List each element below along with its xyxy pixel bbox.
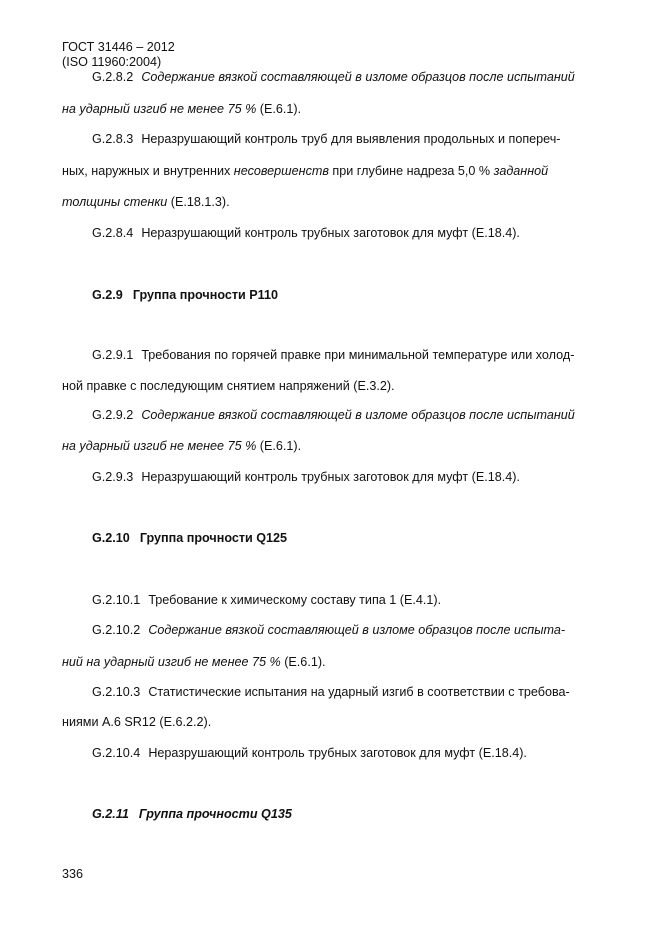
paragraph-g-2-9-1-line-2 — [62, 378, 395, 394]
section-title: Группа прочности Q125 — [139, 531, 288, 545]
paragraph-g-2-9-2-line-1 — [92, 407, 575, 423]
paragraph-text: Статистические испытания на ударный изгиб в соответствии с требова- — [148, 685, 570, 699]
paragraph-reference: (E.6.1). — [256, 102, 302, 116]
paragraph-g-2-8-3-line-1 — [92, 131, 561, 147]
paragraph-g-2-10-3-line-2 — [62, 714, 211, 730]
paragraph-g-2-8-3-line-2 — [62, 163, 548, 179]
paragraph-text: Неразрушающий контроль труб для выявления продольных и попереч- — [141, 132, 561, 146]
paragraph-text-italic: толщины стенки — [62, 195, 168, 209]
paragraph-reference: (E.6.1). — [256, 439, 302, 453]
paragraph-text-italic: заданной — [493, 164, 549, 178]
paragraph-text: Требования по горячей правке при минимальной температуре или холод- — [141, 348, 575, 362]
paragraph-number: G.2.10.4 — [92, 746, 141, 760]
paragraph-reference: (E.6.1). — [280, 655, 326, 669]
paragraph-number: G.2.10.3 — [92, 685, 141, 699]
paragraph-g-2-10-3-line-1 — [92, 684, 570, 700]
paragraph-reference: (E.18.1.3). — [167, 195, 230, 209]
paragraph-g-2-10-1 — [92, 592, 441, 608]
paragraph-text: Неразрушающий контроль трубных заготовок для муфт (E.18.4). — [141, 470, 520, 484]
iso-reference: (ISO 11960:2004) — [62, 55, 162, 69]
paragraph-text: ниями A.6 SR12 (E.6.2.2). — [62, 715, 212, 729]
paragraph-g-2-8-2-line-1 — [92, 69, 575, 85]
paragraph-number: G.2.8.2 — [92, 70, 134, 84]
paragraph-number: G.2.8.4 — [92, 226, 134, 240]
paragraph-text: ной правке с последующим снятием напряжений (E.3.2). — [62, 379, 395, 393]
section-heading-g-2-11 — [92, 806, 292, 822]
paragraph-g-2-9-3 — [92, 469, 520, 485]
paragraph-g-2-8-2-line-2 — [62, 101, 301, 117]
paragraph-number: G.2.8.3 — [92, 132, 134, 146]
page-number: 336 — [62, 867, 84, 881]
section-number: G.2.11 — [92, 807, 129, 821]
paragraph-g-2-10-2-line-1 — [92, 622, 565, 638]
paragraph-text: Содержание вязкой составляющей в изломе образцов после испытаний — [141, 408, 575, 422]
paragraph-text: Неразрушающий контроль трубных заготовок для муфт (E.18.4). — [148, 746, 527, 760]
section-title: Группа прочности P110 — [132, 288, 278, 302]
section-title: Группа прочности Q135 — [138, 807, 292, 821]
section-number: G.2.9 — [92, 288, 123, 302]
paragraph-number: G.2.9.2 — [92, 408, 134, 422]
paragraph-text: Неразрушающий контроль трубных заготовок для муфт (E.18.4). — [141, 226, 520, 240]
paragraph-g-2-10-4 — [92, 745, 527, 761]
section-number: G.2.10 — [92, 531, 130, 545]
paragraph-number: G.2.9.1 — [92, 348, 134, 362]
paragraph-text-italic: несовершенств — [233, 164, 329, 178]
paragraph-text: Содержание вязкой составляющей в изломе образцов после испытаний — [141, 70, 575, 84]
standard-designation: ГОСТ 31446 – 2012 — [62, 40, 175, 54]
paragraph-text: ний на ударный изгиб не менее 75 % — [62, 655, 281, 669]
section-heading-g-2-9 — [92, 287, 278, 303]
paragraph-text: ных, наружных и внутренних — [62, 164, 234, 178]
paragraph-g-2-9-2-line-2 — [62, 438, 301, 454]
paragraph-text: при глубине надреза 5,0 % — [328, 164, 494, 178]
paragraph-text: Требование к химическому составу типа 1 (E.4.1). — [148, 593, 442, 607]
paragraph-g-2-9-1-line-1 — [92, 347, 574, 363]
paragraph-number: G.2.10.1 — [92, 593, 141, 607]
section-heading-g-2-10 — [92, 530, 287, 546]
paragraph-text: Содержание вязкой составляющей в изломе образцов после испыта- — [148, 623, 566, 637]
paragraph-text: на ударный изгиб не менее 75 % — [62, 439, 257, 453]
paragraph-g-2-10-2-line-2 — [62, 654, 326, 670]
paragraph-g-2-8-4 — [92, 225, 520, 241]
paragraph-g-2-8-3-line-3 — [62, 194, 230, 210]
paragraph-text: на ударный изгиб не менее 75 % — [62, 102, 257, 116]
paragraph-number: G.2.9.3 — [92, 470, 134, 484]
paragraph-number: G.2.10.2 — [92, 623, 141, 637]
